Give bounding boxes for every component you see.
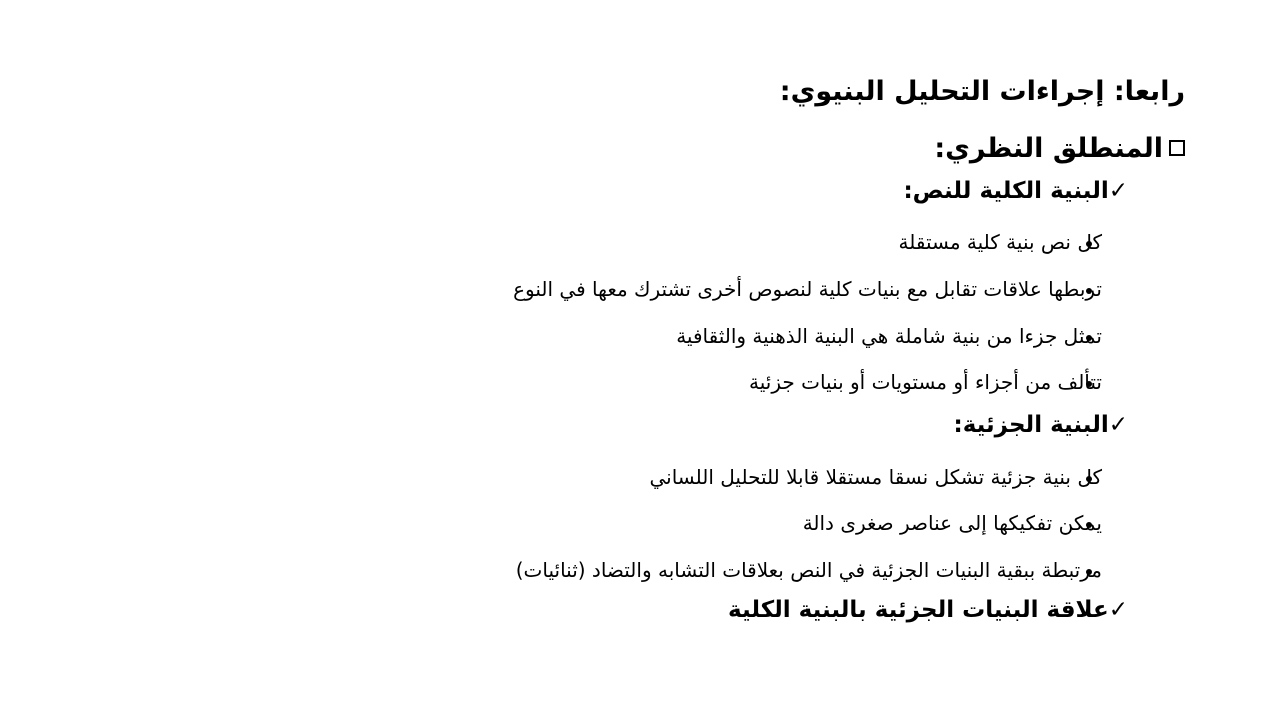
macro-heading [903,178,1128,204]
list-item: كل نص بنية كلية مستقلة [898,230,1102,254]
list-item: تربطها علاقات تقابل مع بنيات كلية لنصوص أخرى تشترك معها في النوع [513,277,1102,301]
list-item: تتألف من أجزاء أو مستويات أو بنيات جزئية [749,370,1102,394]
square-bullet-icon [1169,140,1185,156]
checkmark-icon: ✓ [1108,412,1128,438]
checkmark-icon: ✓ [1108,178,1128,204]
section-label: المنطلق النظري: [934,133,1163,164]
micro-heading [954,412,1129,438]
list-item: مرتبطة ببقية البنيات الجزئية في النص بعلاقات التشابه والتضاد (ثنائيات) [515,558,1102,582]
list-item: يمكن تفكيكها إلى عناصر صغرى دالة [802,511,1102,535]
macro-heading-label: البنية الكلية للنص: [903,178,1109,204]
relation-heading-label: علاقة البنيات الجزئية بالبنية الكلية [728,597,1109,623]
list-item: تمثل جزءا من بنية شاملة هي البنية الذهنية والثقافية [676,324,1102,348]
relation-heading [728,597,1128,623]
section-heading [934,133,1185,164]
micro-heading-label: البنية الجزئية: [953,412,1109,438]
slide-title: رابعا: إجراءات التحليل البنيوي: [779,76,1185,107]
checkmark-icon: ✓ [1108,597,1128,623]
list-item: كل بنية جزئية تشكل نسقا مستقلا قابلا للتحليل اللساني [649,465,1102,489]
